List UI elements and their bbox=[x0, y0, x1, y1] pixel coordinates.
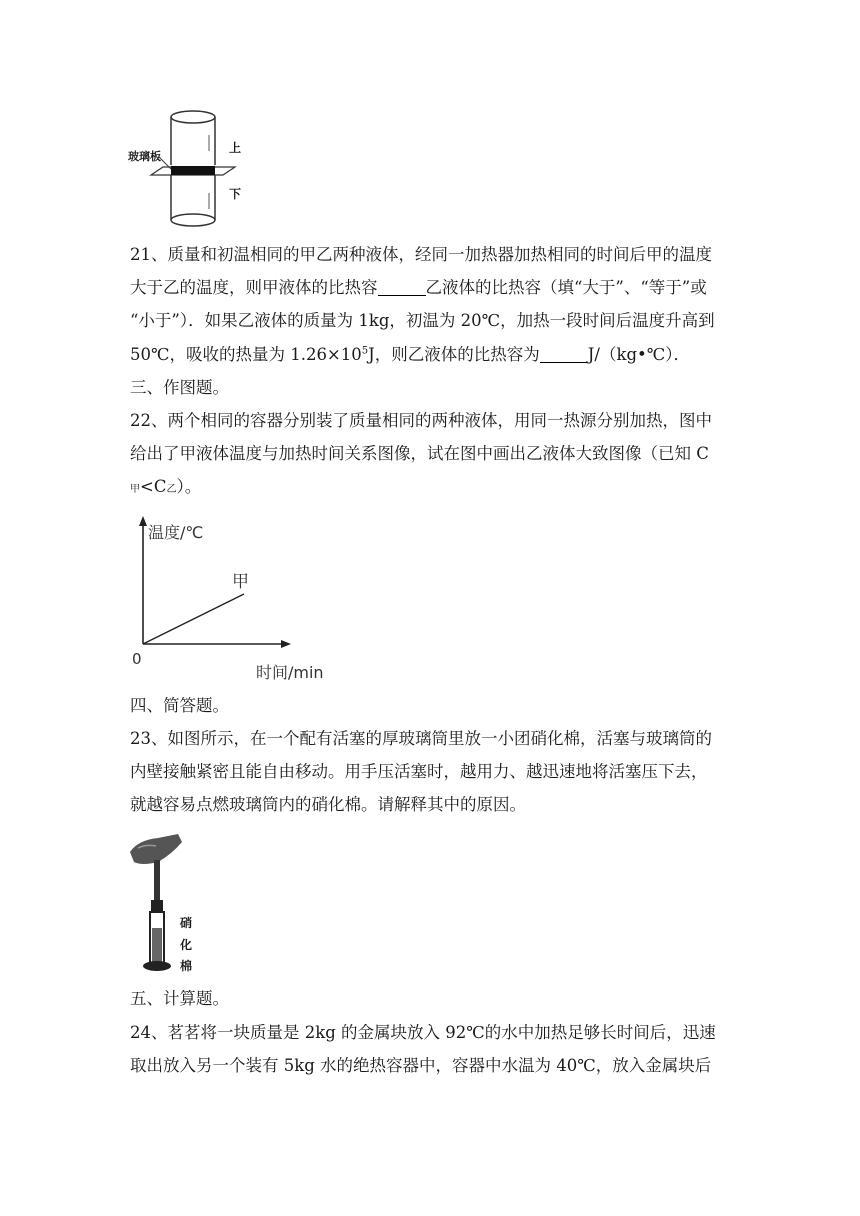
q21-line4-b: J，则乙液体的比热容为 bbox=[368, 345, 540, 364]
figure-piston bbox=[128, 832, 208, 974]
q21-line1: 21、质量和初温相同的甲乙两种液体，经同一加热器加热相同的时间后甲的温度 bbox=[130, 245, 712, 264]
section-5-heading: 五、计算题。 bbox=[130, 989, 229, 1008]
x-axis-label: 时间/min bbox=[256, 663, 324, 682]
temperature-time-graph bbox=[128, 512, 338, 682]
exponent: 5 bbox=[361, 345, 369, 357]
y-axis-label: 温度/℃ bbox=[148, 523, 204, 542]
answer-blank-2 bbox=[540, 344, 588, 363]
q23-line1: 23、如图所示，在一个配有活塞的厚玻璃筒里放一小团硝化棉，活塞与玻璃筒的 bbox=[130, 729, 712, 748]
series-jia-label: 甲 bbox=[232, 572, 249, 592]
y-axis-arrow bbox=[139, 516, 147, 526]
sub-jia: 甲 bbox=[130, 484, 140, 495]
q21-line3: “小于”）．如果乙液体的质量为 1kg，初温为 20℃，加热一段时间后温度升高到 bbox=[130, 311, 715, 330]
figure-cylinders bbox=[125, 105, 255, 235]
nitrocellulose-label-1: 硝 bbox=[180, 916, 193, 930]
nitrocellulose-label-2: 化 bbox=[180, 938, 193, 952]
nitrocellulose-label-3: 棉 bbox=[180, 959, 193, 973]
series-jia-line bbox=[143, 594, 244, 644]
section-4-heading: 四、简答题。 bbox=[130, 696, 229, 715]
x-axis-arrow bbox=[281, 640, 291, 648]
q24-line2: 取出放入另一个装有 5kg 水的绝热容器中，容器中水温为 40℃，放入金属块后 bbox=[130, 1056, 712, 1075]
q21-line4-c: J/（kg•℃）． bbox=[587, 345, 690, 364]
q23-line2: 内壁接触紧密且能自由移动。用手压活塞时，越用力、越迅速地将活塞压下去， bbox=[130, 762, 708, 781]
sub-yi: 乙 bbox=[166, 484, 177, 495]
glass-plate-label: 玻璃板 bbox=[128, 150, 161, 163]
q22-line3-end: ）。 bbox=[176, 477, 202, 496]
q21-line2-b: 乙液体的比热容（填“大于”、“等于”或 bbox=[425, 278, 707, 297]
section-3-heading: 三、作图题。 bbox=[130, 378, 229, 397]
q21-line4-a: 50℃，吸收的热量为 1.26×10 bbox=[130, 345, 362, 364]
q24-line1: 24、茗茗将一块质量是 2kg 的金属块放入 92℃的水中加热足够长时间后，迅速 bbox=[130, 1023, 716, 1042]
q21-line4 bbox=[130, 338, 730, 371]
q21-line2-a: 大于乙的温度，则甲液体的比热容 bbox=[130, 278, 378, 297]
origin-label: 0 bbox=[132, 650, 142, 668]
q21-line2 bbox=[130, 271, 730, 304]
q22-line2: 给出了甲液体温度与加热时间关系图像，试在图中画出乙液体大致图像（已知 C bbox=[130, 444, 709, 463]
answer-blank-1 bbox=[378, 277, 426, 296]
up-label: 上 bbox=[229, 141, 242, 155]
down-label: 下 bbox=[229, 187, 242, 201]
q22-line3-mid: <C bbox=[140, 477, 167, 496]
q23-line3: 就越容易点燃玻璃筒内的硝化棉。请解释其中的原因。 bbox=[130, 795, 526, 814]
q22-line1: 22、两个相同的容器分别装了质量相同的两种液体，用同一热源分别加热，图中 bbox=[130, 411, 712, 430]
q22-line3 bbox=[130, 470, 730, 506]
